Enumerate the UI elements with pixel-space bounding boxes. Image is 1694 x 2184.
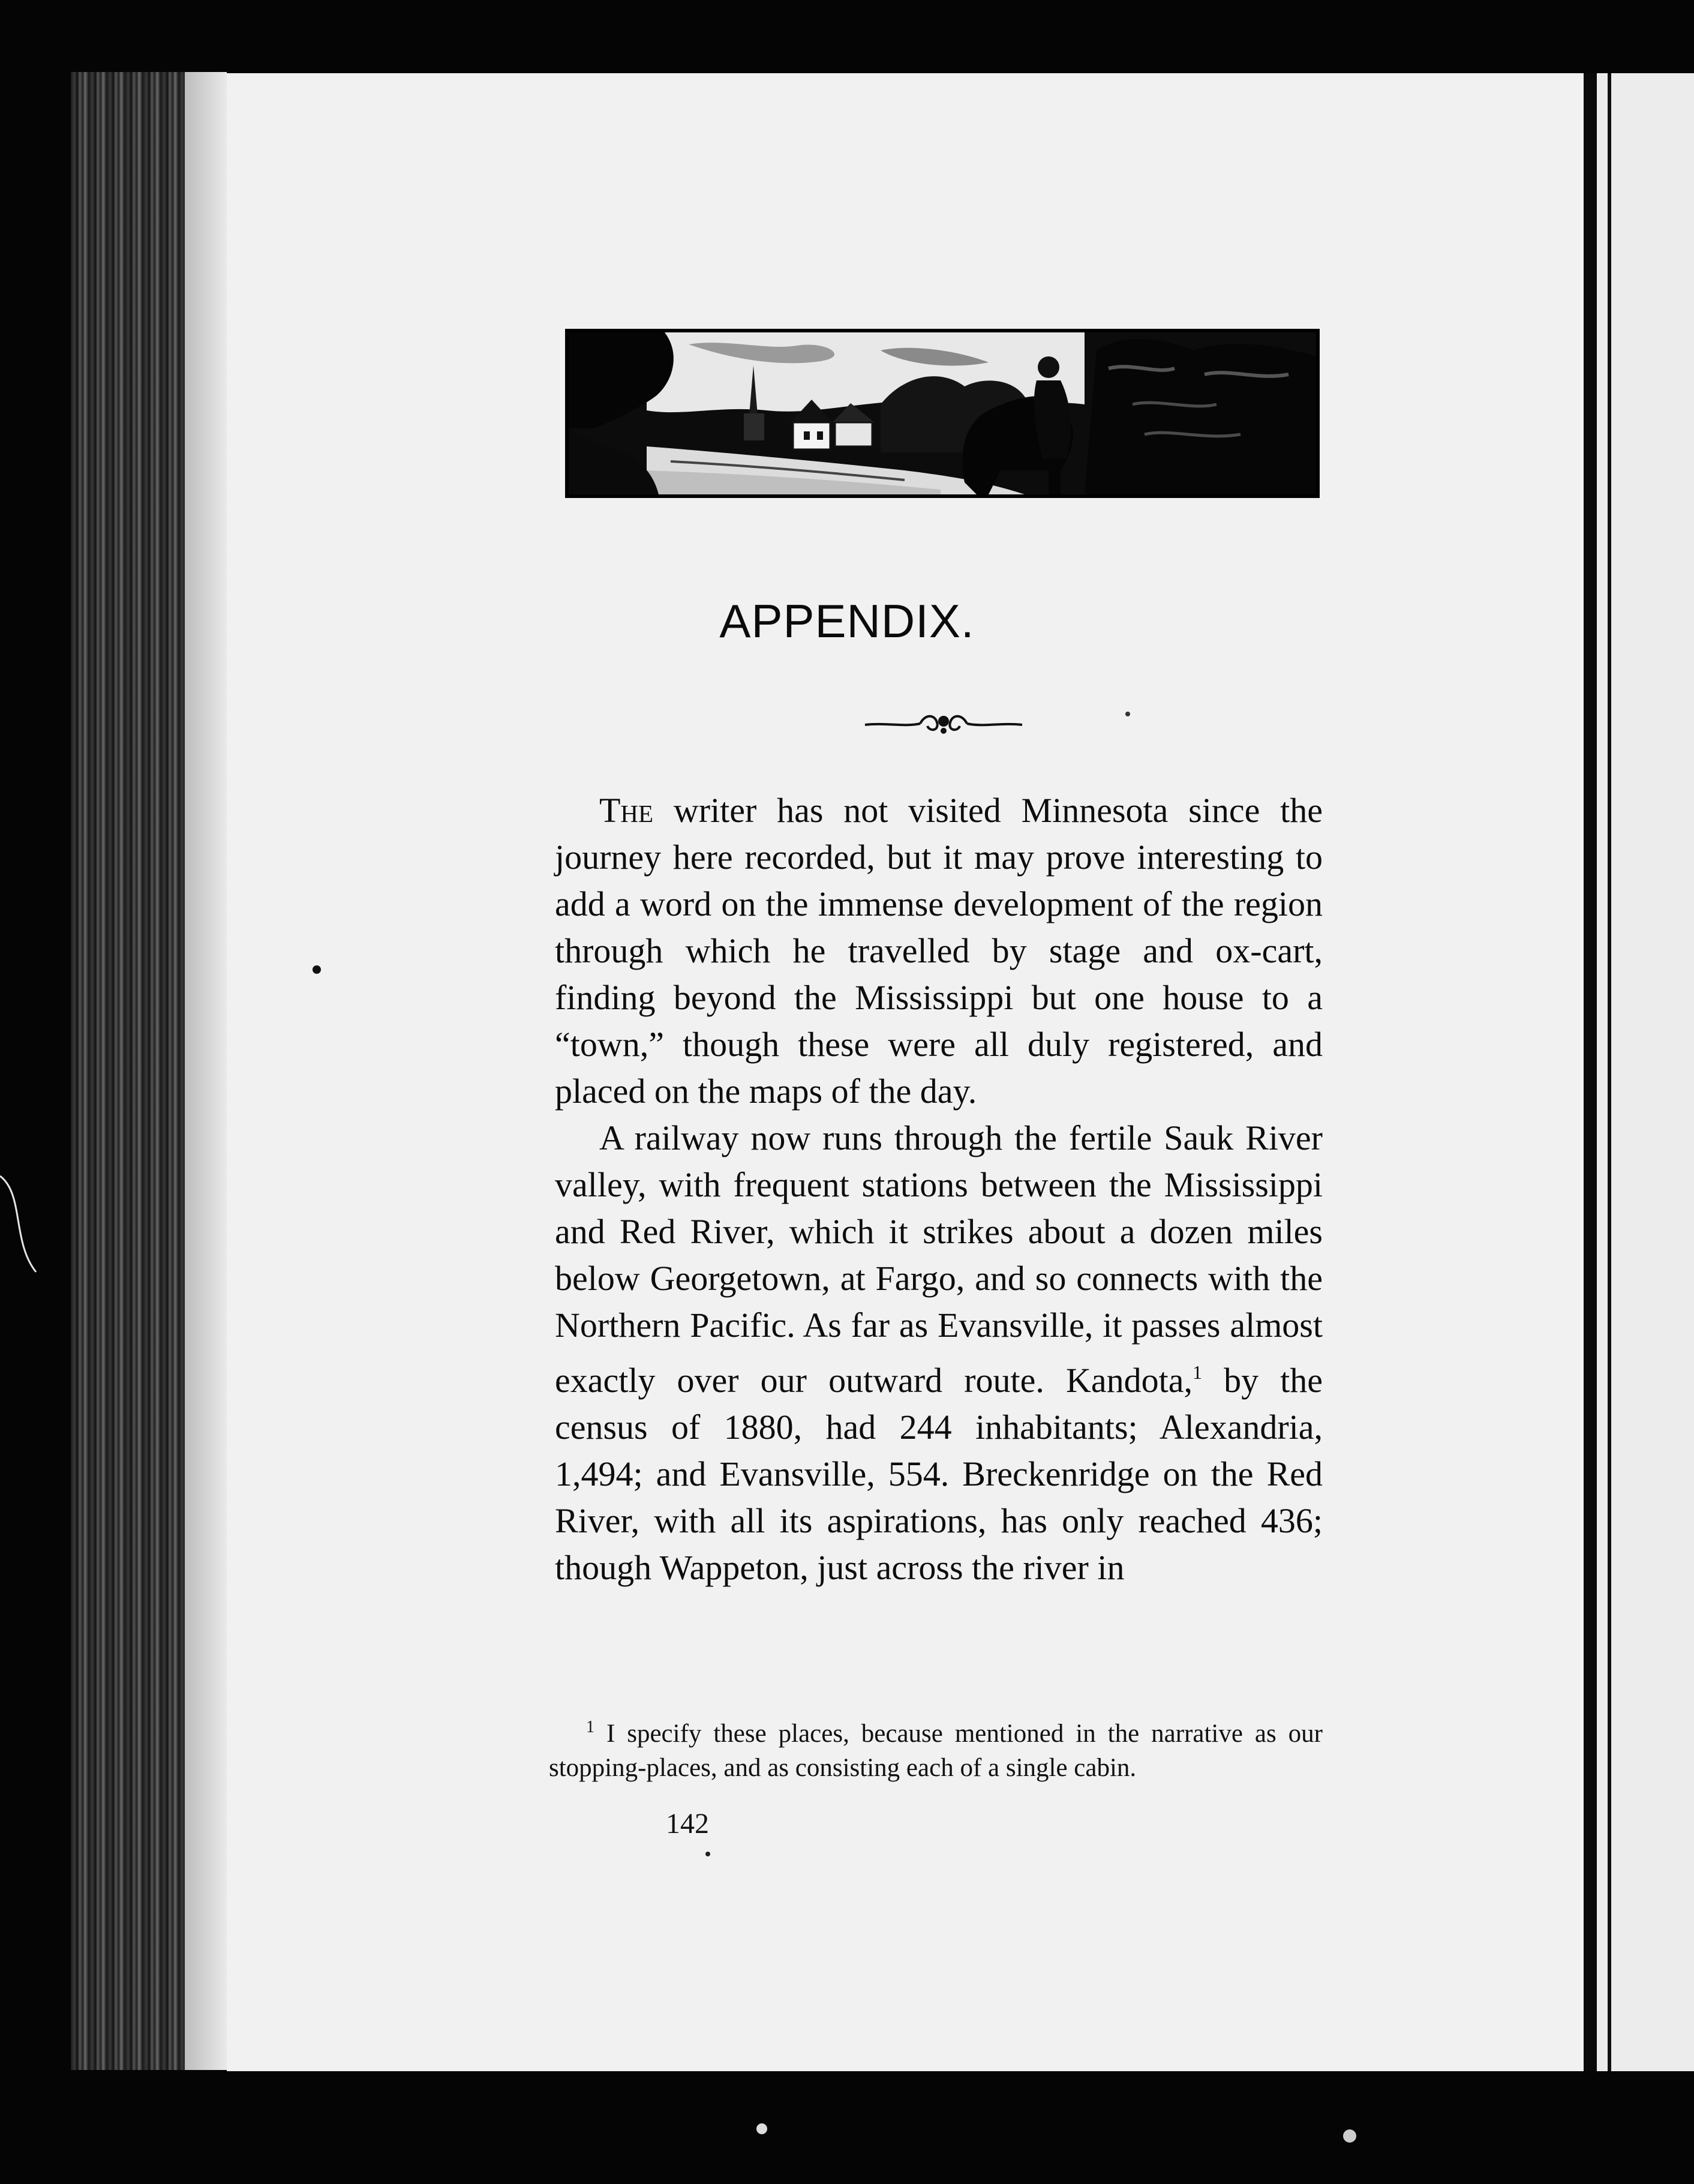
gutter-line: [1584, 73, 1597, 2071]
paragraph-1-text: writer has not visited Minnesota since the journey here recorded, but it may prove interesting to add a word on the immense development of the region through which he travelled by stage and ox-cart, finding beyond the Mississippi but one house to a “town,” though these were all duly registered, and placed on the maps of the day.: [555, 791, 1323, 1111]
body-text: [555, 787, 1323, 1591]
facing-page: [1597, 73, 1694, 2071]
footnote: [549, 1710, 1323, 1785]
book-edge: [71, 72, 227, 2070]
paragraph-2-text-b: by the census of 1880, had 244 inhabitants; Alexandria, 1,494; and Evansville, 554. Breckenridge on the Red River, with all its aspirations, has only reached 436; though Wappeton, just across the river in: [555, 1361, 1323, 1587]
footnote-mark: 1: [586, 1718, 594, 1736]
paragraph-1-lead: The: [599, 791, 654, 830]
page-number: 142: [666, 1808, 709, 1840]
headpiece-woodcut-icon: [565, 329, 1320, 498]
page-title: APPENDIX.: [719, 595, 975, 647]
fleuron-ornament-icon: [863, 707, 1025, 740]
paragraph-2-text-a: A railway now runs through the fertile Sauk River valley, with frequent stations between the Mississippi and Red River, which it strikes about a dozen miles below Georgetown, at Fargo, and so connects with the Northern Pacific. As far as Evansville, it passes almost exactly over our outward route. Kandota,: [555, 1118, 1323, 1400]
footnote-reference: 1: [1192, 1361, 1202, 1383]
paragraph-2: [555, 1115, 1323, 1591]
paragraph-1: [555, 787, 1323, 1115]
footnote-text: I specify these places, because mentioned in the narrative as our stopping-places, and as consisting each of a single cabin.: [549, 1720, 1323, 1782]
